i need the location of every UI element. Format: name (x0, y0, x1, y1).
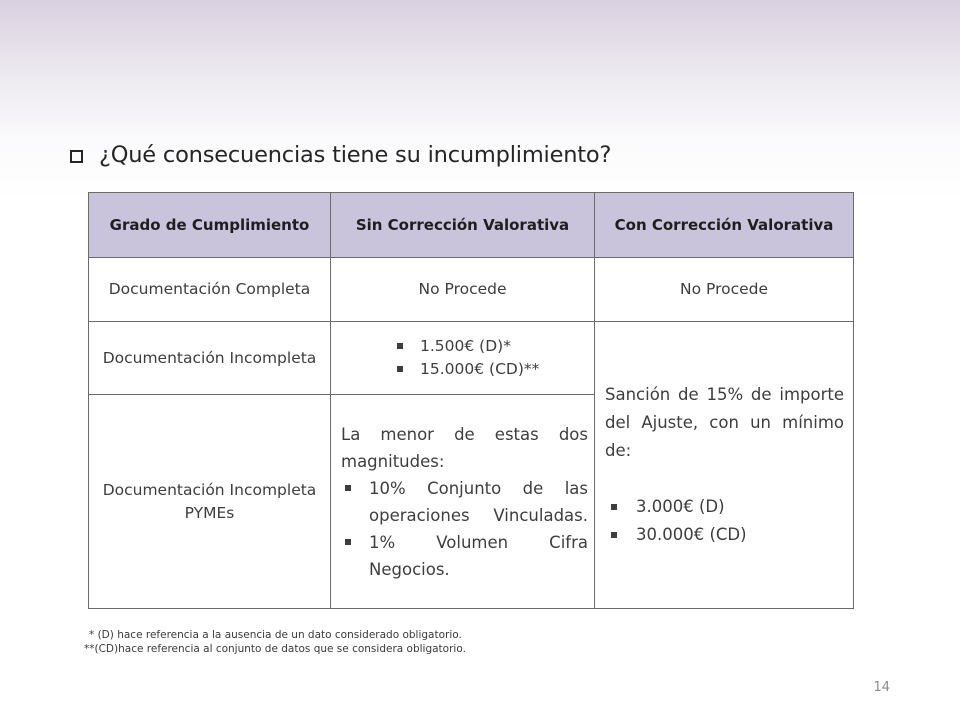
square-bullet-icon (611, 532, 617, 538)
list-item: 30.000€ (CD) (605, 521, 844, 549)
square-bullet-icon (345, 539, 351, 545)
checkbox-bullet-icon (70, 150, 83, 163)
header-con-correccion: Con Corrección Valorativa (595, 193, 854, 258)
square-bullet-icon (345, 485, 351, 491)
cell-sin-pymes (331, 395, 595, 609)
sanction-intro: Sanción de 15% de importe del Ajuste, con un mínimo de: (605, 385, 844, 460)
list-item: 15.000€ (CD)** (389, 358, 578, 381)
page-number: 14 (873, 680, 890, 695)
table-row (89, 258, 854, 322)
cell-grado-pymes: Documentación Incompleta PYMEs (89, 395, 331, 609)
heading-text: ¿Qué consecuencias tiene su incumplimiento? (99, 142, 612, 168)
cell-con-incompleta-merged (595, 322, 854, 609)
square-bullet-icon (397, 343, 403, 349)
list-item: 1% Volumen Cifra Negocios. (341, 529, 588, 583)
table-row (89, 322, 854, 395)
slide-heading (70, 142, 611, 168)
cell-con-completa: No Procede (595, 258, 854, 322)
footnote-d: * (D) hace referencia a la ausencia de un dato considerado obligatorio. (89, 629, 462, 641)
table-header-row (89, 193, 854, 258)
cell-grado-incompleta: Documentación Incompleta (89, 322, 331, 395)
header-grado: Grado de Cumplimiento (89, 193, 331, 258)
square-bullet-icon (397, 366, 403, 372)
footnote-cd: **(CD)hace referencia al conjunto de datos que se considera obligatorio. (84, 643, 466, 655)
pymes-intro: La menor de estas dos magnitudes: (341, 424, 588, 471)
header-sin-correccion: Sin Corrección Valorativa (331, 193, 595, 258)
list-item: 10% Conjunto de las operaciones Vinculadas. (341, 475, 588, 529)
list-item: 3.000€ (D) (605, 493, 844, 521)
square-bullet-icon (611, 504, 617, 510)
footnotes (84, 628, 466, 656)
sanctions-table (88, 192, 854, 609)
list-item: 1.500€ (D)* (389, 335, 578, 358)
cell-sin-completa: No Procede (331, 258, 595, 322)
cell-grado-completa: Documentación Completa (89, 258, 331, 322)
cell-sin-incompleta (331, 322, 595, 395)
